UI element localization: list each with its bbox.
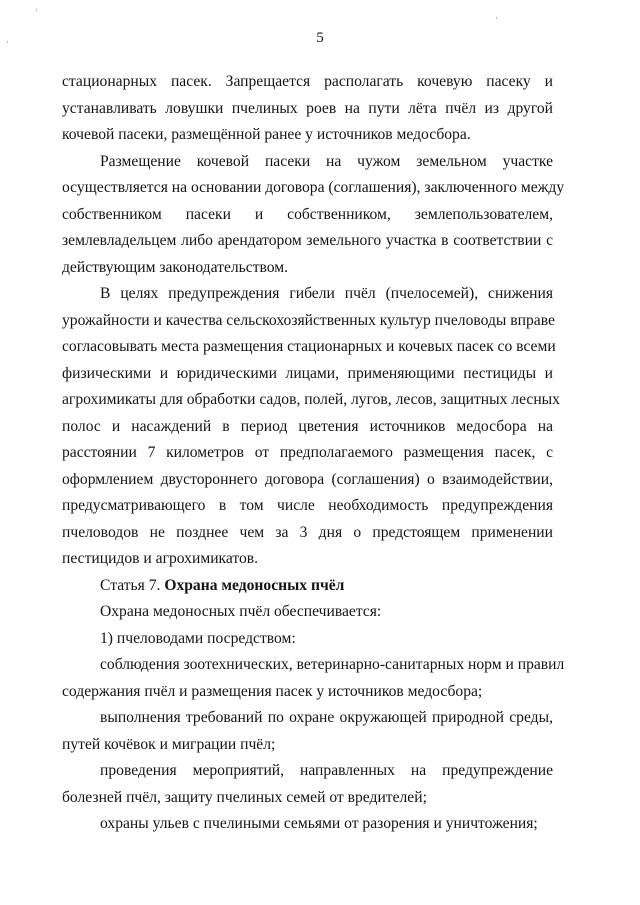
text-line: пестицидов и агрохимикатов. (62, 550, 259, 567)
scan-mark: · (35, 5, 38, 15)
paragraph (62, 626, 553, 653)
scan-mark: · (6, 37, 9, 47)
paragraph (62, 149, 565, 282)
paragraph (62, 281, 560, 573)
text-line: путей кочёвок и миграции пчёл; (62, 735, 276, 753)
text-line: физическими и юридическими лицами, применяющими пестициды и (62, 364, 553, 382)
scan-mark: · (495, 13, 498, 23)
text-line: стационарных пасек. Запрещается располагать кочевую пасеку и (62, 73, 553, 90)
text-line: осуществляется на основании договора (соглашения), заключенного между (62, 179, 565, 196)
text-line: пчеловодов не позднее чем за 3 дня о предстоящем применении (62, 523, 553, 541)
article-title: Охрана медоносных пчёл (164, 576, 345, 594)
article-heading (62, 573, 553, 600)
text-line: болезней пчёл, защиту пчелиных семей от вредителей; (62, 788, 427, 806)
paragraph (62, 599, 553, 626)
paragraph (62, 652, 565, 705)
document-body (62, 69, 565, 838)
text-line: урожайности и качества сельскохозяйственных культур пчеловоды вправе (62, 311, 555, 329)
text-line: агрохимикаты для обработки садов, полей, лугов, лесов, защитных лесных (62, 391, 560, 408)
page-number: 5 (316, 30, 324, 46)
text-line: выполнения требований по охране окружающей природной среды, (100, 709, 553, 726)
text-line: согласовывать места размещения стационарных и кочевых пасек со всеми (62, 338, 556, 355)
paragraph (62, 758, 553, 811)
text-line: 1) пчеловодами посредством: (100, 629, 296, 647)
text-line: полос и насаждений в период цветения источников медосбора на (62, 417, 553, 435)
text-line: расстоянии 7 километров от предполагаемого размещения пасек, с (62, 444, 553, 461)
text-line: землевладельцем либо арендатором земельного участка в соответствии с (62, 232, 553, 249)
text-line: содержания пчёл и размещения пасек у источников медосбора; (62, 682, 483, 700)
text-line: соблюдения зоотехнических, ветеринарно-санитарных норм и правил (100, 656, 565, 673)
text-line: собственником пасеки и собственником, землепользователем, (62, 205, 553, 223)
text-line: Размещение кочевой пасеки на чужом земельном участке (100, 152, 553, 170)
text-line: Охрана медоносных пчёл обеспечивается: (100, 603, 382, 620)
text-line: оформлением двустороннего договора (соглашения) о взаимодействии, (62, 470, 553, 488)
paragraph (62, 69, 553, 149)
text-line: проведения мероприятий, направленных на предупреждение (100, 762, 553, 779)
text-line: В целях предупреждения гибели пчёл (пчелосемей), снижения (100, 285, 553, 302)
text-line: охраны ульев с пчелиными семьями от разорения и уничтожения; (100, 815, 538, 832)
text-line: действующим законодательством. (62, 258, 289, 276)
article-label: Статья 7. (100, 576, 161, 594)
text-line: устанавливать ловушки пчелиных роев на пути лёта пчёл из другой (62, 99, 553, 117)
text-line: кочевой пасеки, размещённой ранее у источников медосбора. (62, 126, 471, 143)
text-line: предусматривающего в том числе необходимость предупреждения (62, 497, 553, 514)
paragraph (62, 705, 553, 758)
paragraph (62, 811, 553, 838)
